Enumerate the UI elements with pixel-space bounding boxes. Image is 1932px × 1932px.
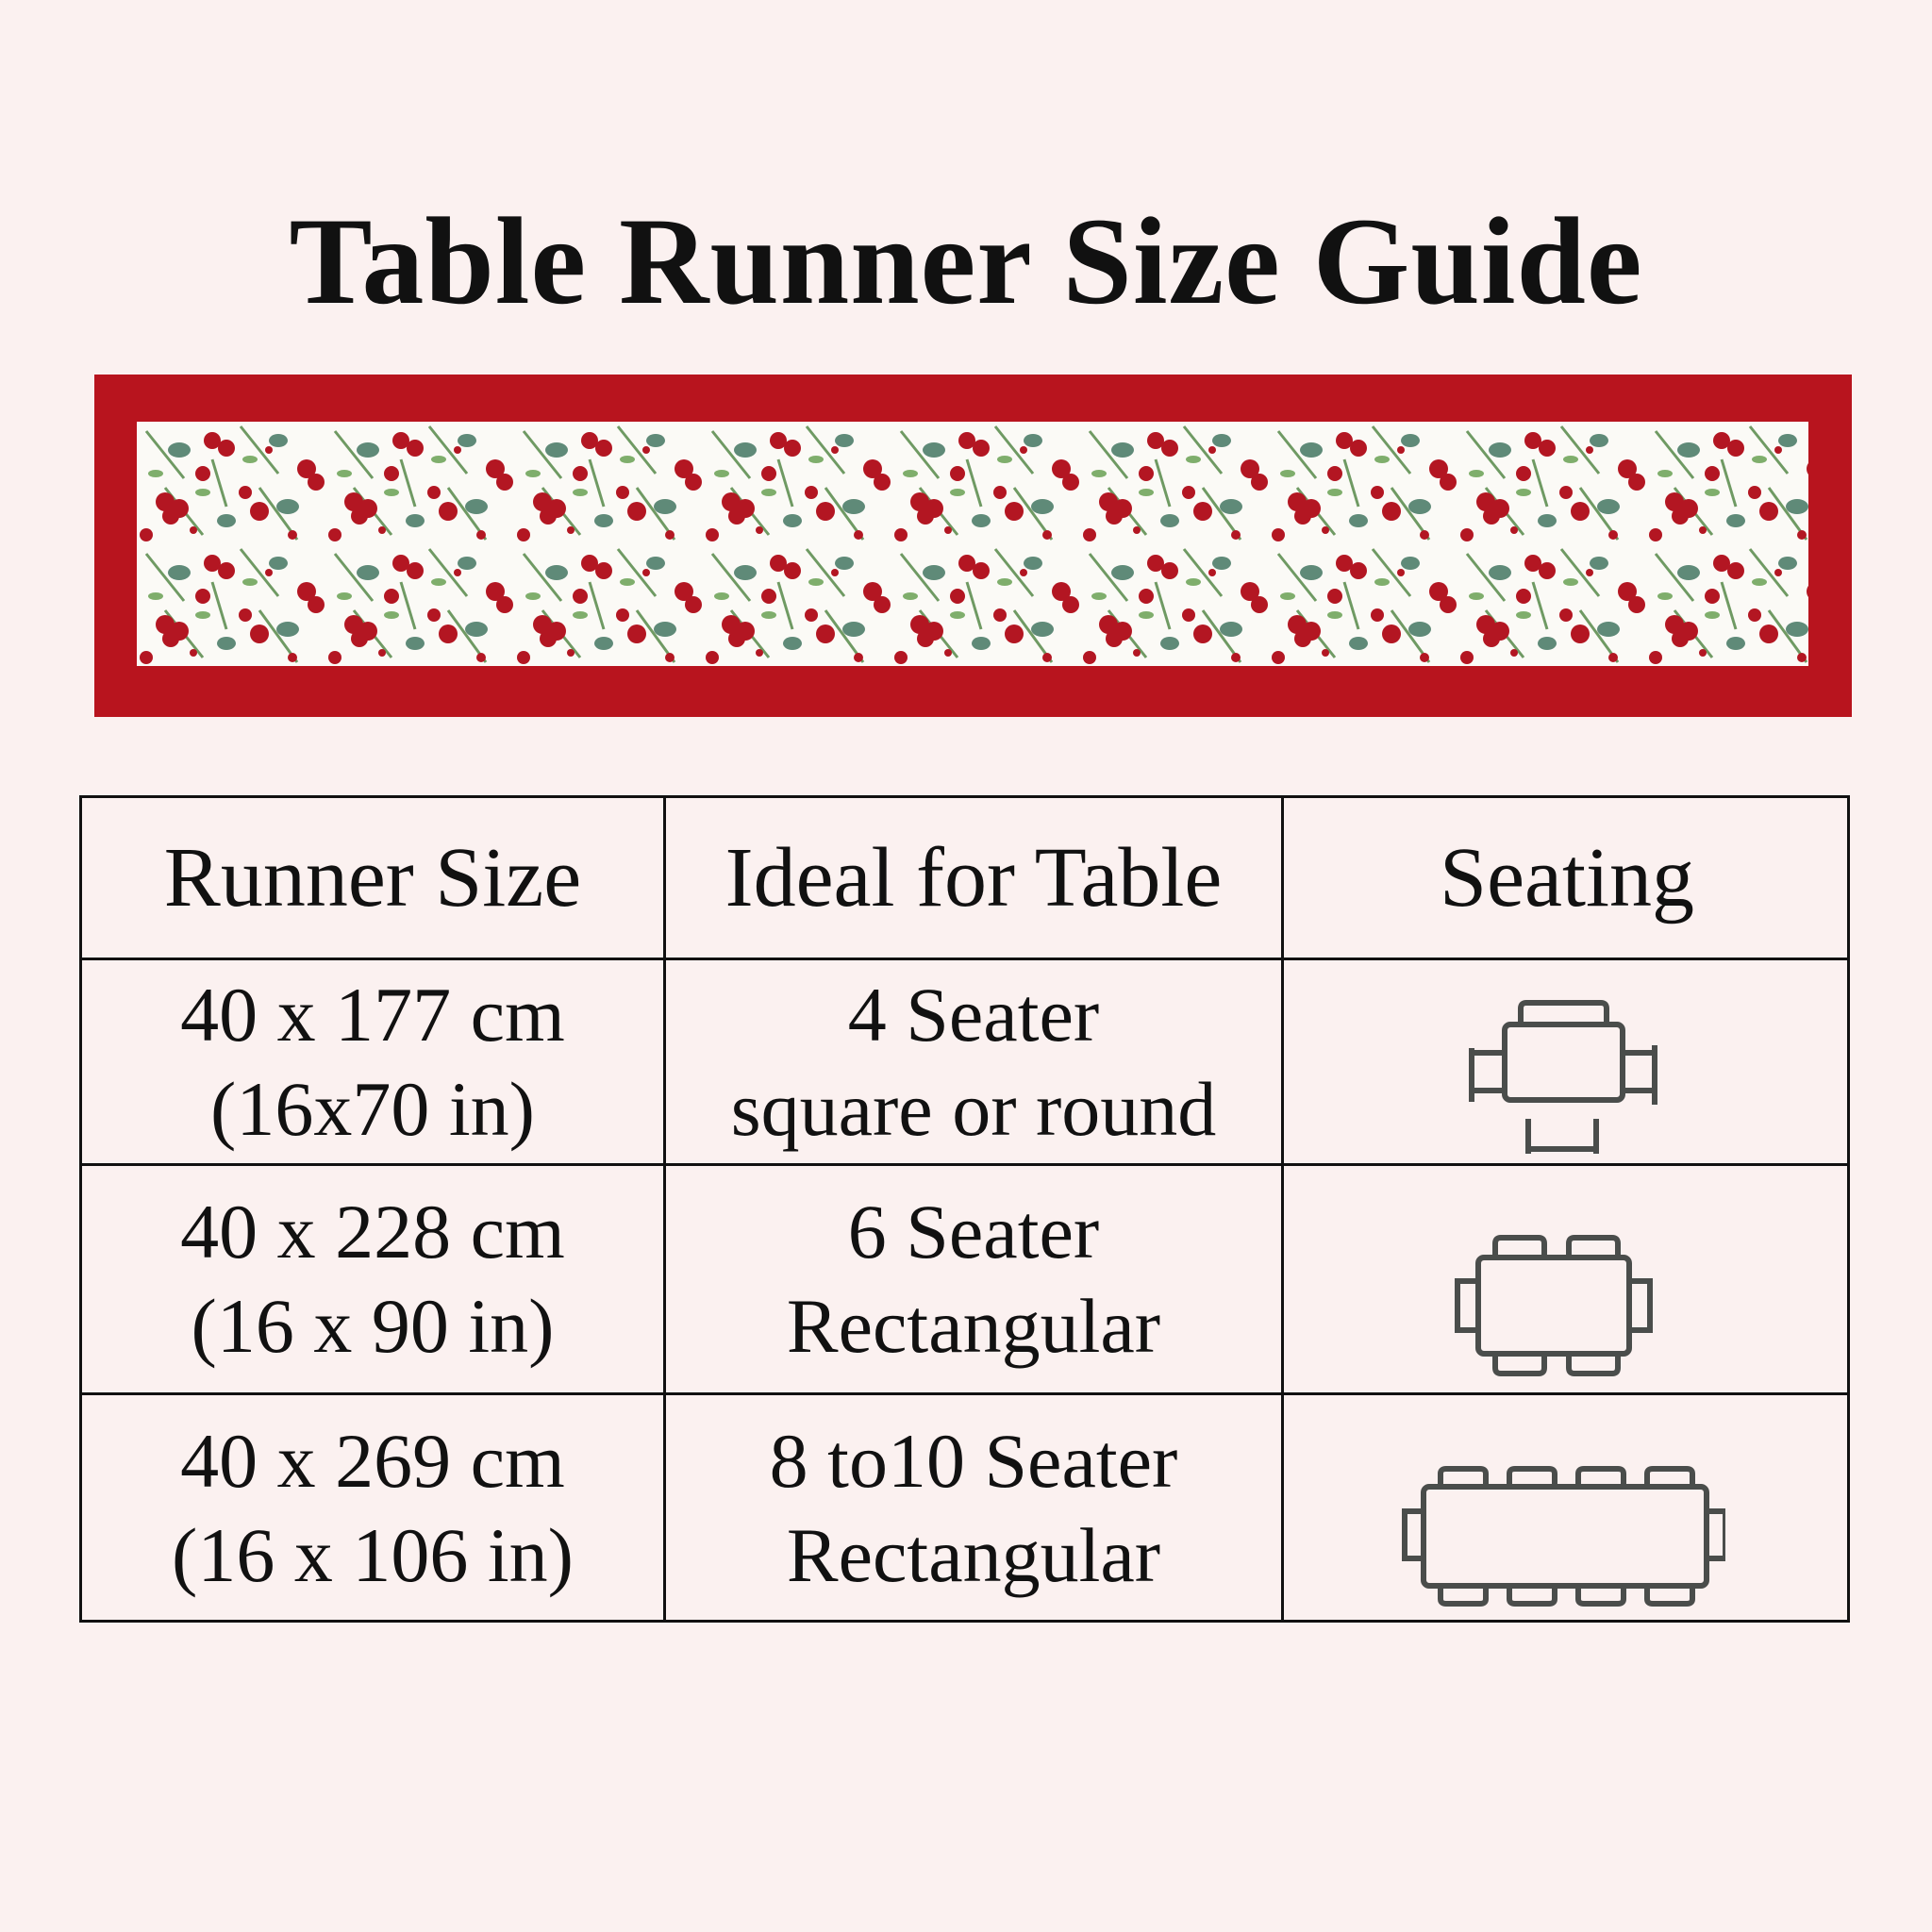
seater: 8 to10 Seater [769,1418,1178,1504]
table-type: Rectangular [786,1512,1161,1598]
six-seat-table-icon [1450,1234,1662,1385]
table-row-2-table [666,1166,1281,1392]
table-type: Rectangular [786,1283,1161,1369]
header-ideal-for-table: Ideal for Table [724,830,1223,924]
size-cm: 40 x 269 cm [180,1418,565,1504]
seater: 4 Seater [847,971,1100,1058]
four-seat-table-icon [1464,984,1672,1154]
header-seating: Seating [1440,830,1694,924]
size-in: (16x70 in) [210,1065,535,1152]
ten-seat-table-icon [1386,1466,1725,1607]
size-cm: 40 x 177 cm [180,971,565,1058]
table-row-1-size [82,960,663,1163]
seater: 6 Seater [847,1189,1100,1274]
table-type: square or round [730,1065,1217,1152]
size-cm: 40 x 228 cm [180,1189,565,1274]
size-guide-table [79,795,1850,1623]
header-runner-size: Runner Size [163,830,582,924]
size-in: (16 x 106 in) [172,1512,574,1598]
table-runner-image [94,375,1852,717]
size-in: (16 x 90 in) [191,1283,555,1369]
berry-pattern [137,422,1808,666]
table-row-1-table [666,960,1281,1163]
table-row-3-size [82,1395,663,1622]
table-row-3-table [666,1395,1281,1622]
table-row-2-size [82,1166,663,1392]
page-title: Table Runner Size Guide [289,192,1643,330]
